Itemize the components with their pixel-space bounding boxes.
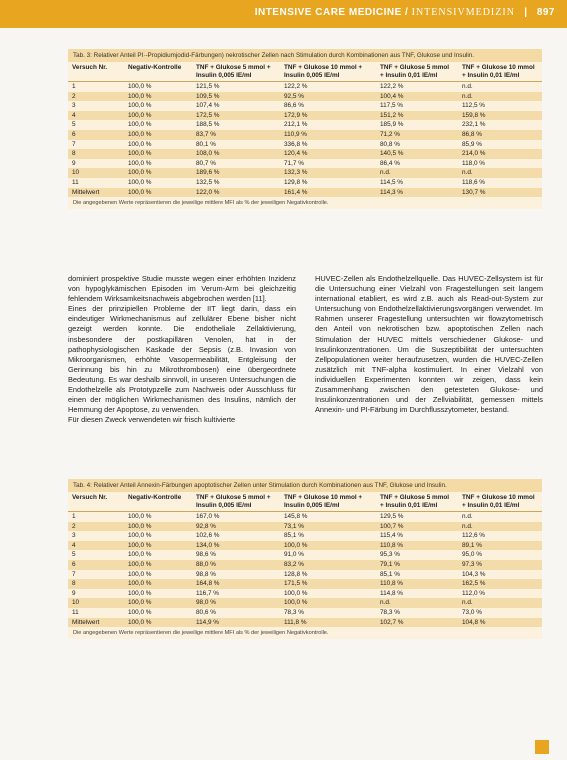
table-cell: 100,0 % bbox=[124, 178, 192, 188]
table-cell: 98,6 % bbox=[192, 550, 280, 560]
table-cell: 1 bbox=[68, 82, 124, 92]
table-cell: 11 bbox=[68, 178, 124, 188]
column-header: TNF + Glukose 10 mmol + Insulin 0,01 IE/ml bbox=[458, 492, 542, 512]
table-cell: 100,0 % bbox=[124, 522, 192, 532]
page-footer bbox=[0, 742, 567, 760]
table-cell: n.d. bbox=[376, 598, 458, 608]
table-row bbox=[68, 512, 542, 522]
text-column-left bbox=[68, 274, 296, 425]
table-cell: 92,8 % bbox=[192, 522, 280, 532]
table-cell: 10 bbox=[68, 598, 124, 608]
table-4-grid bbox=[68, 492, 542, 627]
table-cell: 6 bbox=[68, 560, 124, 570]
table-cell: 5 bbox=[68, 120, 124, 130]
table-cell: 71,7 % bbox=[280, 159, 376, 169]
table-row bbox=[68, 560, 542, 570]
table-cell: Mittelwert bbox=[68, 618, 124, 628]
table-cell: 116,7 % bbox=[192, 589, 280, 599]
table-4 bbox=[68, 479, 542, 639]
table-cell: 100,0 % bbox=[124, 570, 192, 580]
table-cell: 172,9 % bbox=[280, 111, 376, 121]
table-cell: 85,1 % bbox=[376, 570, 458, 580]
table-cell: 7 bbox=[68, 140, 124, 150]
table-cell: 134,0 % bbox=[192, 541, 280, 551]
table-cell: 71,2 % bbox=[376, 130, 458, 140]
table-4-caption: Tab. 4: Relativer Anteil Annexin-Färbungen apoptotischer Zellen unter Stimulation durch Kombinationen aus TNF, Glukose und Insulin. bbox=[68, 479, 542, 492]
table-cell: n.d. bbox=[458, 92, 542, 102]
table-cell: 100,0 % bbox=[124, 140, 192, 150]
table-cell: 112,5 % bbox=[458, 101, 542, 111]
table-3 bbox=[68, 49, 542, 209]
table-row bbox=[68, 589, 542, 599]
table-cell: 100,7 % bbox=[376, 522, 458, 532]
table-cell: 122,2 % bbox=[376, 82, 458, 92]
table-cell: 3 bbox=[68, 101, 124, 111]
column-header: Negativ-Kontrolle bbox=[124, 62, 192, 82]
table-cell: 92,5 % bbox=[280, 92, 376, 102]
table-4-note: Die angegebenen Werte repräsentieren die jeweilige mittlere MFI als % der jeweiligen Negativkontrolle. bbox=[68, 627, 542, 639]
table-row bbox=[68, 168, 542, 178]
table-cell: 7 bbox=[68, 570, 124, 580]
table-cell: 107,4 % bbox=[192, 101, 280, 111]
table-cell: 114,3 % bbox=[376, 188, 458, 198]
table-cell: n.d. bbox=[458, 598, 542, 608]
table-cell: 104,3 % bbox=[458, 570, 542, 580]
column-header: TNF + Glukose 10 mmol + Insulin 0,01 IE/ml bbox=[458, 62, 542, 82]
table-cell: 80,1 % bbox=[192, 140, 280, 150]
page-header bbox=[0, 0, 567, 28]
table-cell: 132,3 % bbox=[280, 168, 376, 178]
table-row bbox=[68, 101, 542, 111]
table-cell: 109,5 % bbox=[192, 92, 280, 102]
column-header: TNF + Glukose 5 mmol + Insulin 0,01 IE/ml bbox=[376, 62, 458, 82]
table-cell: 104,8 % bbox=[458, 618, 542, 628]
table-cell: 100,0 % bbox=[280, 598, 376, 608]
table-row bbox=[68, 188, 542, 198]
table-cell: 86,4 % bbox=[376, 159, 458, 169]
table-cell: 114,9 % bbox=[192, 618, 280, 628]
table-cell: 9 bbox=[68, 159, 124, 169]
table-cell: 5 bbox=[68, 550, 124, 560]
table-cell: n.d. bbox=[376, 168, 458, 178]
table-cell: 78,3 % bbox=[280, 608, 376, 618]
table-cell: 100,0 % bbox=[124, 512, 192, 522]
table-cell: 100,0 % bbox=[124, 560, 192, 570]
table-row bbox=[68, 579, 542, 589]
table-cell: 89,1 % bbox=[458, 541, 542, 551]
table-cell: 114,8 % bbox=[376, 589, 458, 599]
table-cell: 2 bbox=[68, 522, 124, 532]
table-cell: n.d. bbox=[458, 522, 542, 532]
table-row bbox=[68, 159, 542, 169]
table-cell: 100,0 % bbox=[124, 168, 192, 178]
table-row bbox=[68, 531, 542, 541]
table-row bbox=[68, 92, 542, 102]
table-cell: 214,0 % bbox=[458, 149, 542, 159]
table-cell: 188,5 % bbox=[192, 120, 280, 130]
header-section-de: INTENSIVMEDIZIN bbox=[411, 7, 515, 18]
table-cell: 114,5 % bbox=[376, 178, 458, 188]
table-cell: 232,1 % bbox=[458, 120, 542, 130]
table-cell: 164,8 % bbox=[192, 579, 280, 589]
table-cell: 9 bbox=[68, 589, 124, 599]
table-cell: 73,0 % bbox=[458, 608, 542, 618]
paragraph: Für diesen Zweck verwendeten wir frisch kultivierte bbox=[68, 415, 236, 425]
table-cell: 83,2 % bbox=[280, 560, 376, 570]
table-cell: 167,0 % bbox=[192, 512, 280, 522]
table-cell: 171,5 % bbox=[280, 579, 376, 589]
table-cell: 8 bbox=[68, 149, 124, 159]
table-cell: 6 bbox=[68, 130, 124, 140]
table-cell: 132,5 % bbox=[192, 178, 280, 188]
table-cell: 100,4 % bbox=[376, 92, 458, 102]
table-row bbox=[68, 82, 542, 92]
table-cell: 112,0 % bbox=[458, 589, 542, 599]
table-cell: 102,7 % bbox=[376, 618, 458, 628]
header-section-en: INTENSIVE CARE MEDICINE bbox=[254, 7, 402, 18]
table-row bbox=[68, 111, 542, 121]
table-row bbox=[68, 570, 542, 580]
paragraph: dominiert prospektive Studie musste wegen einer erhöhten Inzidenz von hypoglykämischen Episoden im Verum-Arm bei gleichzeitig fehlendem Wirksamkeitsnachweis abgebrochen werden [11]. bbox=[68, 274, 296, 304]
table-row bbox=[68, 120, 542, 130]
table-row bbox=[68, 130, 542, 140]
table-cell: 2 bbox=[68, 92, 124, 102]
table-row bbox=[68, 140, 542, 150]
table-cell: 100,0 % bbox=[124, 589, 192, 599]
table-cell: 100,0 % bbox=[124, 618, 192, 628]
table-cell: 122,0 % bbox=[192, 188, 280, 198]
table-cell: 100,0 % bbox=[124, 92, 192, 102]
table-4-body bbox=[68, 512, 542, 628]
table-cell: 110,8 % bbox=[376, 579, 458, 589]
table-cell: 162,5 % bbox=[458, 579, 542, 589]
table-cell: 100,0 % bbox=[124, 82, 192, 92]
table-cell: 151,2 % bbox=[376, 111, 458, 121]
table-cell: 86,6 % bbox=[280, 101, 376, 111]
table-cell: 172,5 % bbox=[192, 111, 280, 121]
table-3-note: Die angegebenen Werte repräsentieren die jeweilige mittlere MFI als % der jeweiligen Negativkontrolle. bbox=[68, 197, 542, 209]
table-cell: 159,8 % bbox=[458, 111, 542, 121]
table-cell: 78,3 % bbox=[376, 608, 458, 618]
column-header: Negativ-Kontrolle bbox=[124, 492, 192, 512]
table-row bbox=[68, 598, 542, 608]
table-cell: 100,0 % bbox=[124, 101, 192, 111]
table-cell: 117,5 % bbox=[376, 101, 458, 111]
table-cell: 110,9 % bbox=[280, 130, 376, 140]
column-header: Versuch Nr. bbox=[68, 492, 124, 512]
table-row bbox=[68, 608, 542, 618]
table-row bbox=[68, 618, 542, 628]
table-cell: 100,0 % bbox=[280, 541, 376, 551]
table-cell: 108,0 % bbox=[192, 149, 280, 159]
table-cell: 80,7 % bbox=[192, 159, 280, 169]
table-cell: 100,0 % bbox=[124, 598, 192, 608]
table-cell: 110,8 % bbox=[376, 541, 458, 551]
table-cell: 11 bbox=[68, 608, 124, 618]
table-cell: 100,0 % bbox=[124, 579, 192, 589]
table-cell: 88,0 % bbox=[192, 560, 280, 570]
text-column-right bbox=[315, 274, 543, 415]
table-cell: 102,6 % bbox=[192, 531, 280, 541]
table-cell: 98,0 % bbox=[192, 598, 280, 608]
table-cell: 185,9 % bbox=[376, 120, 458, 130]
table-cell: 91,0 % bbox=[280, 550, 376, 560]
table-cell: 129,8 % bbox=[280, 178, 376, 188]
table-cell: 115,4 % bbox=[376, 531, 458, 541]
paragraph: HUVEC-Zellen als Endothelzellquelle. Das HUVEC-Zellsystem ist für die Untersuchung einer Vielzahl von Fragestellungen seit langem international etabliert, es wird z.B. auch als Read-out-System zur Untersuchung von Endothelzellaktivierungsvorgängen verwendet. Im Rahmen unserer Fragestellung untersuchten wir flowzytometrisch den Anteil von nekrotischen bzw. apoptotischen Zellen nach Stimulation der HUVEC mittels verschiedener Glukose- und Insulinkonzentrationen. Um die Suszeptibilität der untersuchten Zellpopulationen weiter heraufzusetzen, wurden die HUVEC-Zellen zusätzlich mit TNF-alpha kostimuliert. In einer Vielzahl von individuellen Experimenten konnten wir zeigen, dass kein Zusammenhang zwischen den getesteten Glukose- und Insulinkonzentrationen und der Zellviabilität, gemessen mittels Annexin- und PI-Färbung im Durchflusszytometer, bestand. bbox=[315, 274, 543, 415]
table-row bbox=[68, 522, 542, 532]
table-cell: 111,8 % bbox=[280, 618, 376, 628]
table-cell: Mittelwert bbox=[68, 188, 124, 198]
table-3-header-row bbox=[68, 62, 542, 82]
table-cell: 83,7 % bbox=[192, 130, 280, 140]
table-cell: 80,6 % bbox=[192, 608, 280, 618]
table-cell: 73,1 % bbox=[280, 522, 376, 532]
table-cell: 118,0 % bbox=[458, 159, 542, 169]
column-header: TNF + Glukose 10 mmol + Insulin 0,005 IE/ml bbox=[280, 492, 376, 512]
table-cell: 86,8 % bbox=[458, 130, 542, 140]
table-cell: 95,3 % bbox=[376, 550, 458, 560]
table-row bbox=[68, 178, 542, 188]
table-cell: 120,4 % bbox=[280, 149, 376, 159]
column-header: TNF + Glukose 5 mmol + Insulin 0,005 IE/ml bbox=[192, 62, 280, 82]
table-cell: 121,5 % bbox=[192, 82, 280, 92]
table-cell: 118,6 % bbox=[458, 178, 542, 188]
page-corner-marker bbox=[535, 740, 549, 754]
table-cell: 95,0 % bbox=[458, 550, 542, 560]
table-3-grid bbox=[68, 62, 542, 197]
column-header: Versuch Nr. bbox=[68, 62, 124, 82]
column-header: TNF + Glukose 5 mmol + Insulin 0,01 IE/ml bbox=[376, 492, 458, 512]
table-cell: 10 bbox=[68, 168, 124, 178]
table-cell: 100,0 % bbox=[124, 130, 192, 140]
table-cell: 85,9 % bbox=[458, 140, 542, 150]
table-cell: 97,3 % bbox=[458, 560, 542, 570]
table-cell: 100,0 % bbox=[124, 120, 192, 130]
table-cell: 4 bbox=[68, 541, 124, 551]
table-cell: 112,6 % bbox=[458, 531, 542, 541]
table-cell: 189,6 % bbox=[192, 168, 280, 178]
table-cell: 128,8 % bbox=[280, 570, 376, 580]
table-cell: 1 bbox=[68, 512, 124, 522]
paragraph: Eines der prinzipiellen Probleme der IIT liegt darin, dass ein eindeutiger Wirkmechanismus auf zellulärer Ebene bisher nicht gezeigt werden konnte. Die endotheliale Zellaktivierung, insbesondere der postkapillären Venolen, hat in der pathophysiologischen Kaskade der Sepsis (z.B. Invasion von Mikroorganismen, erhöhte Vasopermeabilität, Entgleisung der Gerinnung bis hin zu Mikrothrombosen) eine übergeordnete Bedeutung. Es war deshalb sinnvoll, in unseren Untersuchungen die Endothelzelle als Prototypzelle zum Nachweis oder Ausschluss für einen der möglichen Wirkmechanismen des Insulins, nämlich der Hemmung der Apoptose, zu verwenden. bbox=[68, 304, 296, 415]
column-header: TNF + Glukose 5 mmol + Insulin 0,005 IE/ml bbox=[192, 492, 280, 512]
table-cell: 79,1 % bbox=[376, 560, 458, 570]
table-row bbox=[68, 550, 542, 560]
table-cell: 100,0 % bbox=[280, 589, 376, 599]
table-cell: 100,0 % bbox=[124, 550, 192, 560]
table-cell: 122,2 % bbox=[280, 82, 376, 92]
page-number: 897 bbox=[536, 7, 555, 18]
table-cell: 3 bbox=[68, 531, 124, 541]
table-cell: 212,1 % bbox=[280, 120, 376, 130]
table-cell: n.d. bbox=[458, 168, 542, 178]
table-cell: 100,0 % bbox=[124, 541, 192, 551]
table-3-body bbox=[68, 82, 542, 198]
table-cell: 85,1 % bbox=[280, 531, 376, 541]
table-cell: 145,8 % bbox=[280, 512, 376, 522]
table-cell: 80,8 % bbox=[376, 140, 458, 150]
table-row bbox=[68, 541, 542, 551]
table-4-header-row bbox=[68, 492, 542, 512]
table-cell: 100,0 % bbox=[124, 159, 192, 169]
table-cell: 336,8 % bbox=[280, 140, 376, 150]
table-3-caption: Tab. 3: Relativer Anteil PI·-Propidiumjodid-Färbungen) nekrotischer Zellen nach Stimulation durch Kombinationen aus TNF, Glukose und Insulin. bbox=[68, 49, 542, 62]
table-cell: 140,5 % bbox=[376, 149, 458, 159]
table-cell: 100,0 % bbox=[124, 111, 192, 121]
table-cell: n.d. bbox=[458, 512, 542, 522]
table-cell: 129,5 % bbox=[376, 512, 458, 522]
column-header: TNF + Glukose 10 mmol + Insulin 0,005 IE/ml bbox=[280, 62, 376, 82]
table-cell: 100,0 % bbox=[124, 531, 192, 541]
table-cell: 161,4 % bbox=[280, 188, 376, 198]
header-section-title: INTENSIVE CARE MEDICINE / INTENSIVMEDIZIN | 897 bbox=[254, 7, 555, 18]
table-cell: 130,7 % bbox=[458, 188, 542, 198]
table-cell: 100,0 % bbox=[124, 188, 192, 198]
table-row bbox=[68, 149, 542, 159]
table-cell: 100,0 % bbox=[124, 149, 192, 159]
table-cell: n.d. bbox=[458, 82, 542, 92]
table-cell: 98,8 % bbox=[192, 570, 280, 580]
table-cell: 100,0 % bbox=[124, 608, 192, 618]
table-cell: 8 bbox=[68, 579, 124, 589]
table-cell: 4 bbox=[68, 111, 124, 121]
